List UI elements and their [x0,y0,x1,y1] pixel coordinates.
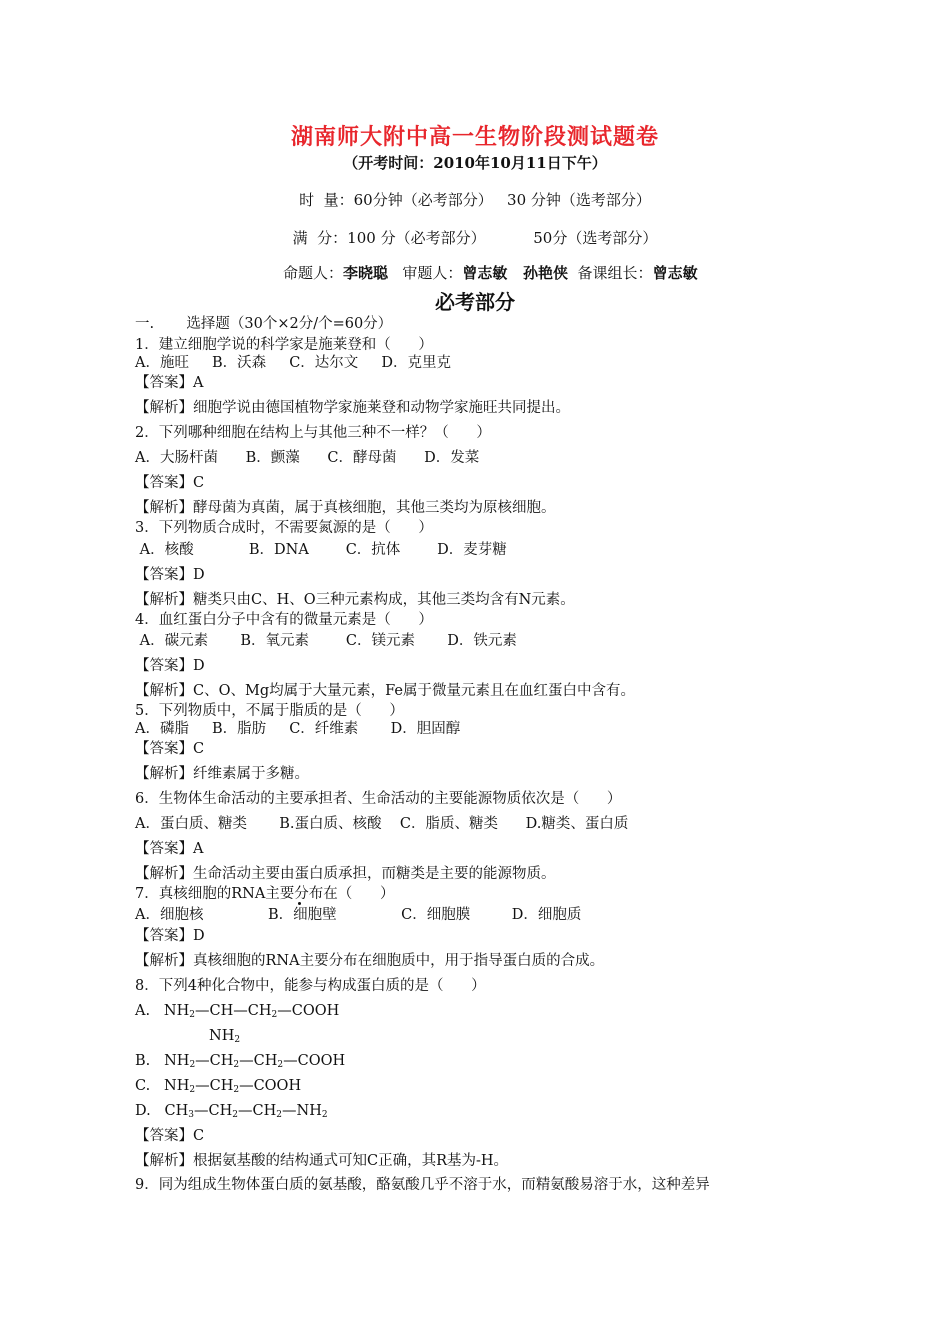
analysis-line: 【解析】真核细胞的RNA主要分布在细胞质中，用于指导蛋白质的合成。 [135,953,605,969]
question-line: 2．下列哪种细胞在结构上与其他三种不一样？（ ） [135,425,491,441]
analysis-line: 【解析】生命活动主要由蛋白质承担，而糖类是主要的能源物质。 [135,866,556,882]
formula-a: A. $NH_2—CH—CH_2—COOH$ [135,1003,340,1020]
question-line: 9．同为组成生物体蛋白质的氨基酸，酪氨酸几乎不溶于水，而精氨酸易溶于水，这种差异 [135,1177,710,1193]
options-line: A．蛋白质、糖类 B.蛋白质、核酸 C．脂质、糖类 D.糖类、蛋白质 [135,816,629,832]
question-line: 7．真核细胞的RNA主要分布在（ ） [135,886,395,902]
leader-label: 备课组长： [568,264,653,282]
page-title: 湖南师大附中高一生物阶段测试题卷 [290,125,659,150]
options-line: A．大肠杆菌 B．颤藻 C．酵母菌 D．发菜 [135,450,480,466]
reviewer-label: 审题人： [388,264,463,282]
author-name: 李晓聪 [343,264,389,282]
options-line: A．细胞核 B．细胞壁 C．细胞膜 D．细胞质 [135,907,582,923]
question-line: 4．血红蛋白分子中含有的微量元素是（ ） [135,612,433,628]
section-title: 必考部分 [435,290,515,314]
answer-line: 【答案】D [135,928,205,944]
answer-line: 【答案】C [135,1128,205,1144]
authors-line [283,262,698,283]
part-heading: 一. 选择题（30个×2分/个=60分） [135,316,393,332]
analysis-line: 【解析】C、O、Mg均属于大量元素，Fe属于微量元素且在血红蛋白中含有。 [135,683,635,699]
question-line: 1．建立细胞学说的科学家是施莱登和（ ） [135,337,433,353]
author-label: 命题人： [283,264,344,282]
options-line: A．磷脂 B．脂肪 C．纤维素 D．胆固醇 [135,721,461,737]
answer-line: 【答案】A [135,375,204,391]
analysis-line: 【解析】根据氨基酸的结构通式可知C正确，其R基为-H。 [135,1153,509,1169]
exam-time: （开考时间：2010年10月11日下午） [343,154,607,172]
formula-a-branch: $NH_2$ [209,1028,241,1045]
answer-line: 【答案】C [135,741,205,757]
options-line: A．施旺 B．沃森 C．达尔文 D．克里克 [135,355,451,371]
duration-info: 时 量：60分钟（必考部分） 30 分钟（选考部分） [299,191,651,209]
score-info: 满 分：100 分（必考部分） 50分（选考部分） [292,229,658,247]
analysis-line: 【解析】酵母菌为真菌，属于真核细胞，其他三类均为原核细胞。 [135,500,556,516]
answer-line: 【答案】C [135,475,205,491]
leader-name: 曾志敏 [652,264,698,282]
question-line: 3．下列物质合成时，不需要氮源的是（ ） [135,520,433,536]
formula-d: D. $CH_3—CH_2—CH_2—NH_2$ [135,1103,328,1120]
options-line: A．核酸 B．DNA C．抗体 D．麦芽糖 [135,542,507,558]
reviewer-names: 曾志敏 孙艳侠 [462,264,569,282]
formula-c: C. $NH_2—CH_2—COOH$ [135,1078,302,1095]
analysis-line: 【解析】纤维素属于多糖。 [135,766,309,782]
question-line: 8．下列4种化合物中，能参与构成蛋白质的是（ ） [135,978,486,994]
question-line: 6．生物体生命活动的主要承担者、生命活动的主要能源物质依次是（ ） [135,791,622,807]
answer-line: 【答案】A [135,841,204,857]
answer-line: 【答案】D [135,567,205,583]
options-line: A．碳元素 B．氧元素 C．镁元素 D．铁元素 [135,633,517,649]
analysis-line: 【解析】细胞学说由德国植物学家施莱登和动物学家施旺共同提出。 [135,400,570,416]
question-line: 5．下列物质中，不属于脂质的是（ ） [135,703,404,719]
formula-b: B. $NH_2—CH_2—CH_2—COOH$ [135,1053,346,1070]
analysis-line: 【解析】糖类只由C、H、O三种元素构成，其他三类均含有N元素。 [135,592,575,608]
answer-line: 【答案】D [135,658,205,674]
